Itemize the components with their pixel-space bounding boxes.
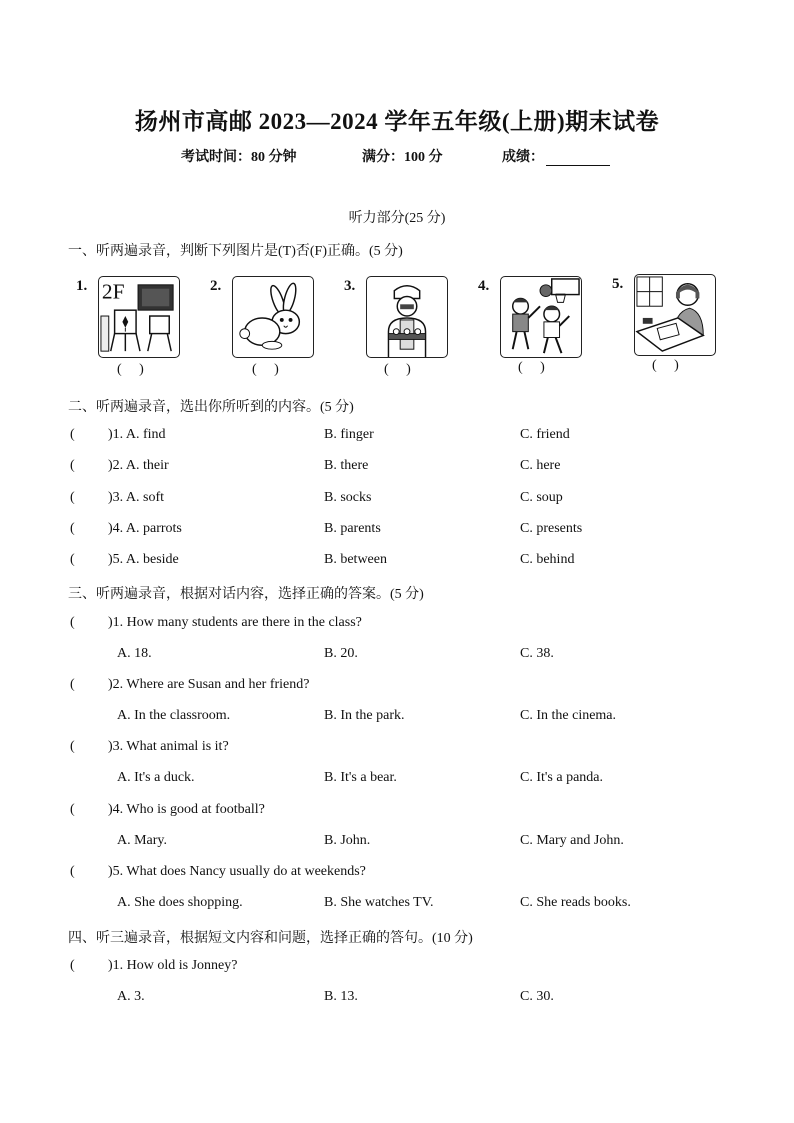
option-a: A. In the classroom. (117, 708, 231, 723)
answer-paren[interactable]: ( (70, 490, 75, 505)
section3-instruction: 三、听两遍录音，根据对话内容，选择正确的答案。(5 分) (68, 587, 424, 602)
picture-3-answer-blank[interactable]: ( ) (384, 362, 411, 377)
section2-instruction: 二、听两遍录音，选出你所听到的内容。(5 分) (68, 400, 354, 415)
question-text: )1. How old is Jonney? (108, 958, 238, 973)
section4-options-1 (0, 989, 794, 1009)
picture-2-answer-blank[interactable]: ( ) (252, 362, 279, 377)
question-text: )3. What animal is it? (108, 739, 229, 754)
option-b: B. She watches TV. (324, 895, 434, 910)
option-b: B. between (324, 552, 387, 567)
answer-paren[interactable]: ( (70, 458, 75, 473)
listening-part-heading: 听力部分(25 分) (348, 211, 446, 226)
section3-options-1 (0, 646, 794, 666)
answer-paren[interactable]: ( (70, 802, 75, 817)
section3-question-5 (0, 864, 794, 884)
section3-question-2 (0, 677, 794, 697)
classroom-2f-icon (98, 276, 180, 358)
section2-item-5 (0, 552, 794, 572)
question-text: )1. How many students are there in the class? (108, 615, 362, 630)
section2-item-1 (0, 427, 794, 447)
grade-blank-line[interactable] (546, 152, 610, 166)
option-b: B. 13. (324, 989, 358, 1004)
answer-paren[interactable]: ( (70, 615, 75, 630)
option-b: B. there (324, 458, 369, 473)
picture-1-sign-text: 2F (101, 279, 125, 304)
exam-time: 考试时间：80 分钟 (181, 150, 297, 165)
option-a: A. It's a duck. (117, 770, 195, 785)
answer-paren[interactable]: ( (70, 958, 75, 973)
section2-item-4 (0, 521, 794, 541)
picture-4-answer-blank[interactable]: ( ) (518, 360, 545, 375)
option-c: C. 38. (520, 646, 554, 661)
option-b: B. finger (324, 427, 374, 442)
answer-paren[interactable]: ( (70, 427, 75, 442)
boys-playing-basketball-icon (500, 276, 582, 358)
option-c: C. Mary and John. (520, 833, 624, 848)
picture-3-number: 3. (344, 278, 356, 294)
question-text: )5. What does Nancy usually do at weekends? (108, 864, 366, 879)
option-a: A. 18. (117, 646, 152, 661)
option-a: A. 3. (117, 989, 145, 1004)
option-b: B. 20. (324, 646, 358, 661)
girl-reading-at-desk-icon (634, 274, 716, 356)
section3-question-4 (0, 802, 794, 822)
option-c: C. behind (520, 552, 575, 567)
exam-title: 扬州市高邮 2023—2024 学年五年级(上册)期末试卷 (134, 109, 660, 134)
option-a: )2. A. their (108, 458, 169, 473)
exam-meta (0, 146, 794, 166)
picture-2-number: 2. (210, 278, 222, 294)
option-a: A. Mary. (117, 833, 168, 848)
option-c: C. She reads books. (520, 895, 631, 910)
option-a: )1. A. find (108, 427, 166, 442)
exam-full-score: 满分：100 分 (362, 150, 443, 165)
section3-options-5 (0, 895, 794, 915)
option-c: C. friend (520, 427, 570, 442)
option-a: A. She does shopping. (117, 895, 243, 910)
question-text: )4. Who is good at football? (108, 802, 265, 817)
answer-paren[interactable]: ( (70, 864, 75, 879)
option-c: C. It's a panda. (520, 770, 604, 785)
option-c: C. 30. (520, 989, 554, 1004)
answer-paren[interactable]: ( (70, 739, 75, 754)
section3-question-1 (0, 615, 794, 635)
chef-serving-tray-icon (366, 276, 448, 358)
section2-item-3 (0, 490, 794, 510)
grade-label: 成绩： (502, 150, 544, 165)
option-c: C. soup (520, 490, 563, 505)
option-a: )3. A. soft (108, 490, 164, 505)
option-a: )5. A. beside (108, 552, 179, 567)
exam-grade (502, 146, 610, 166)
option-b: B. parents (324, 521, 381, 536)
option-b: B. socks (324, 490, 372, 505)
question-text: )2. Where are Susan and her friend? (108, 677, 310, 692)
section4-question-1 (0, 958, 794, 978)
answer-paren[interactable]: ( (70, 521, 75, 536)
picture-5-answer-blank[interactable]: ( ) (652, 358, 679, 373)
option-b: B. John. (324, 833, 371, 848)
section3-options-4 (0, 833, 794, 853)
answer-paren[interactable]: ( (70, 552, 75, 567)
option-b: B. It's a bear. (324, 770, 397, 785)
section2-item-2 (0, 458, 794, 478)
answer-paren[interactable]: ( (70, 677, 75, 692)
rabbit-icon (232, 276, 314, 358)
section3-options-3 (0, 770, 794, 790)
option-b: B. In the park. (324, 708, 405, 723)
option-c: C. here (520, 458, 561, 473)
section1-instruction: 一、听两遍录音，判断下列图片是(T)否(F)正确。(5 分) (68, 244, 403, 259)
section4-instruction: 四、听三遍录音，根据短文内容和问题，选择正确的答句。(10 分) (68, 931, 473, 946)
option-c: C. In the cinema. (520, 708, 617, 723)
option-a: )4. A. parrots (108, 521, 182, 536)
picture-1-answer-blank[interactable]: ( ) (117, 362, 144, 377)
section3-question-3 (0, 739, 794, 759)
picture-5-number: 5. (612, 276, 624, 292)
section3-options-2 (0, 708, 794, 728)
option-c: C. presents (520, 521, 583, 536)
picture-1-number: 1. (76, 278, 88, 294)
picture-4-number: 4. (478, 278, 490, 294)
